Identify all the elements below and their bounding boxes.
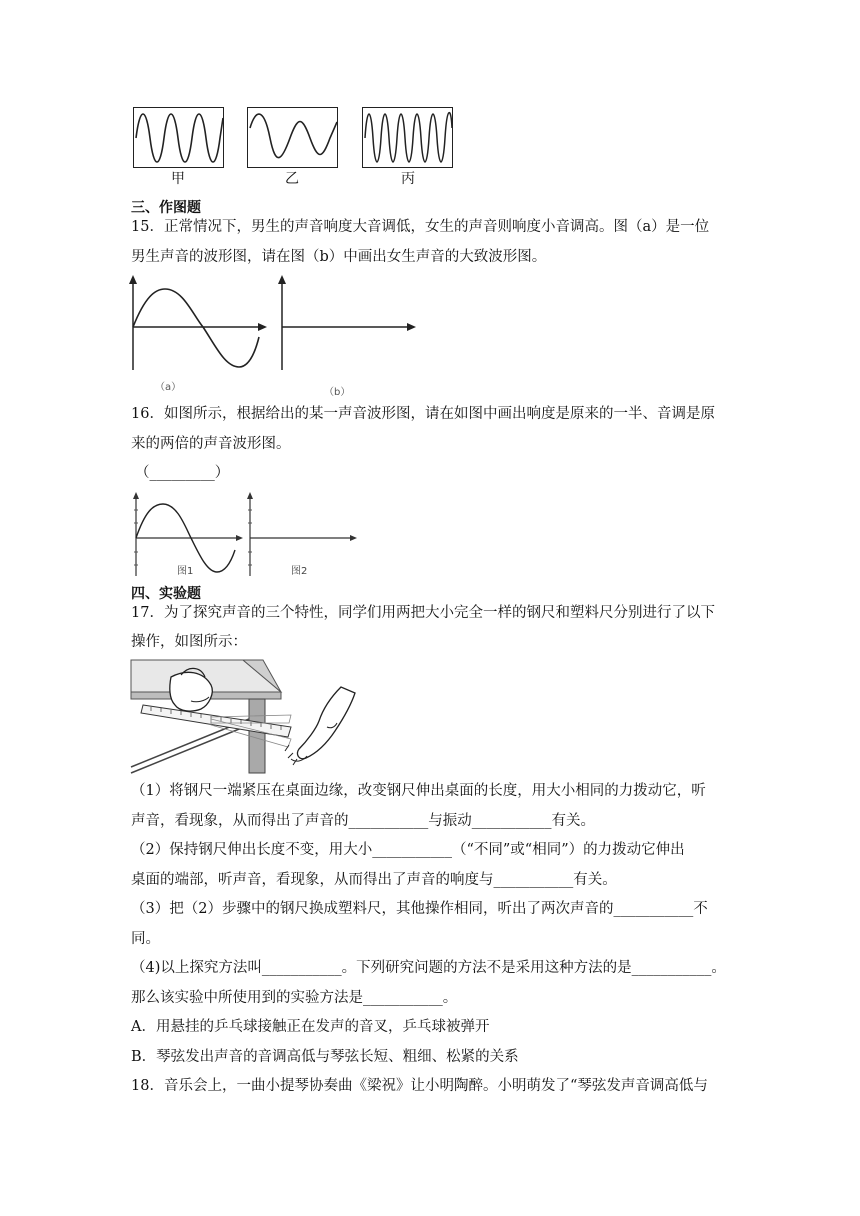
q18-line1: 18．音乐会上，一曲小提琴协奏曲《梁祝》让小明陶醉。小明萌发了“琴弦发声音调高低与 [131,1078,708,1094]
caption-jia: 甲 [171,171,185,187]
q17-line1: 17．为了探究声音的三个特性，同学们用两把大小完全一样的钢尺和塑料尺分别进行了以下 [131,605,715,621]
waveform-bing [362,107,453,168]
q17-p4-line2: 那么该实验中所使用到的实验方法是___________。 [131,990,458,1006]
q17-p1-line2: 声音，看现象，从而得出了声音的___________与振动___________有关。 [131,813,595,829]
waveform-yi [247,107,338,168]
q16-figure-1-label: 图1 [177,566,194,577]
q17-p3-line1: （3）把（2）步骤中的钢尺换成塑料尺，其他操作相同，听出了两次声音的___________不 [131,901,708,917]
section-3-heading: 三、作图题 [131,200,201,216]
q17-line2: 操作，如图所示： [131,634,247,650]
q17-p2-line2: 桌面的端部，听声音，看现象，从而得出了声音的响度与___________有关。 [131,872,617,888]
q16-figure-1 [131,492,243,578]
q16-answer-blank[interactable]: （_________） [135,465,230,481]
q15-figure-b [276,275,416,375]
caption-bing: 丙 [401,171,415,187]
waveform-jia-graphic [134,108,225,169]
q15-label-a: （a） [155,382,182,393]
waveform-jia [133,107,224,168]
q17-p1-line1: （1）将钢尺一端紧压在桌面边缘，改变钢尺伸出桌面的长度，用大小相同的力拨动它，听 [131,783,706,799]
q15-figure-a [127,275,267,375]
q17-p4-line1: （4)以上探究方法叫___________。下列研究问题的方法不是采用这种方法的是___________。 [131,960,726,976]
q16-line2: 来的两倍的声音波形图。 [131,436,291,452]
q17-p2-line1: （2）保持钢尺伸出长度不变，用大小___________（“不同”或“相同”）的力拨动它伸出 [131,842,685,858]
waveform-bing-graphic [363,108,454,169]
caption-yi: 乙 [285,171,299,187]
q17-option-a[interactable]: A．用悬挂的乒乓球接触正在发声的音叉，乒乓球被弹开 [131,1019,490,1035]
q15-line2: 男生声音的波形图，请在图（b）中画出女生声音的大致波形图。 [131,249,547,265]
q17-option-b[interactable]: B．琴弦发出声音的音调高低与琴弦长短、粗细、松紧的关系 [131,1049,519,1065]
ruler-experiment-illustration [131,657,361,775]
q16-line1: 16．如图所示，根据给出的某一声音波形图，请在如图中画出响度是原来的一半、音调是原 [131,406,715,422]
q15-label-b: （b） [324,387,351,398]
waveform-yi-graphic [248,108,339,169]
q16-figure-2 [245,492,357,578]
q16-figure-2-label: 图2 [291,566,308,577]
section-4-heading: 四、实验题 [131,586,201,602]
q15-line1: 15．正常情况下，男生的声音响度大音调低，女生的声音则响度小音调高。图（a）是一位 [131,219,710,235]
q17-p3-line2: 同。 [131,931,160,947]
